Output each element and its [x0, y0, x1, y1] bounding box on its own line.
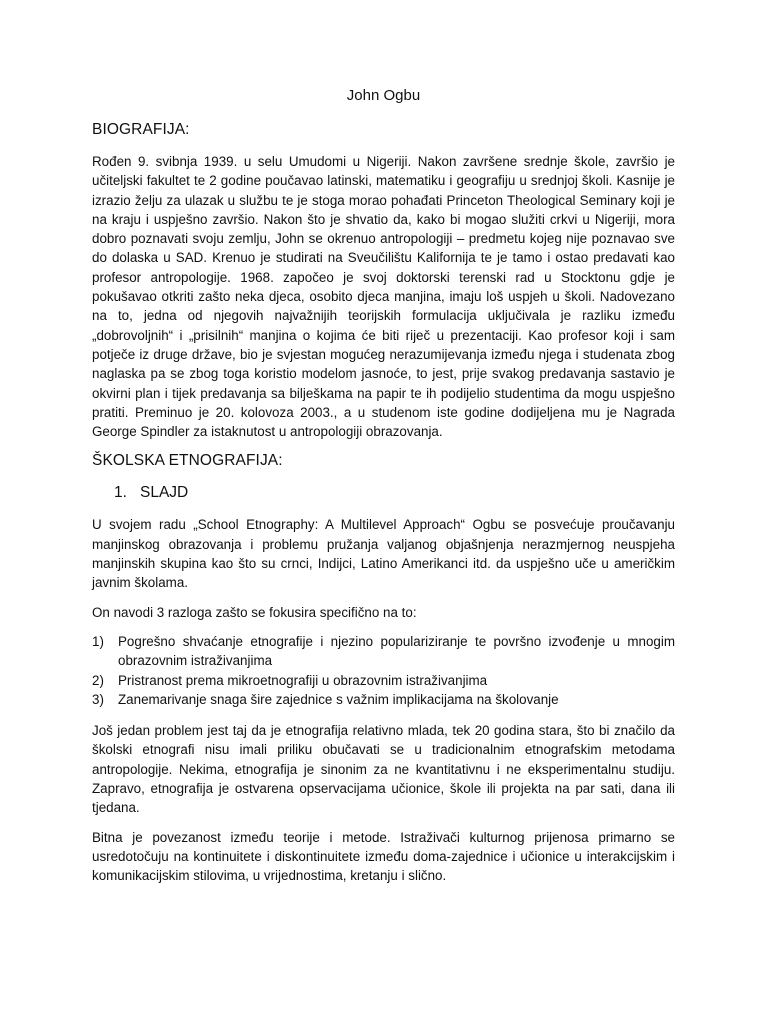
- list-item-number: 3): [92, 691, 104, 707]
- slide-heading: [92, 483, 675, 503]
- list-item: [92, 671, 675, 690]
- school-ethnography-heading: ŠKOLSKA ETNOGRAFIJA:: [92, 452, 283, 470]
- paragraph-2: On navodi 3 razloga zašto se fokusira specifično na to:: [92, 604, 417, 620]
- list-item-text: Pristranost prema mikroetnografiji u obrazovnim istraživanjima: [118, 672, 488, 688]
- paragraph-4: Bitna je povezanost između teorije i metode. Istraživači kulturnog prijenosa primarno se usredotočuju na kontinuitete i diskontinuitete između doma-zajednice i učionice u interakcijskim i komunikacijskim stilovima, u vrijednostima, kretanju i slično.: [92, 829, 675, 884]
- slide-number: 1.: [114, 484, 127, 502]
- list-item-text: Zanemarivanje snaga šire zajednice s važnim implikacijama na školovanje: [118, 691, 559, 707]
- list-item-text: Pogrešno shvaćanje etnografije i njezino populariziranje te površno izvođenje u mnogim obrazovnim istraživanjima: [118, 633, 675, 669]
- biography-heading: BIOGRAFIJA:: [92, 121, 190, 138]
- reasons-list: [92, 632, 675, 709]
- list-item-number: 1): [92, 633, 104, 649]
- slide-label: SLAJD: [140, 484, 189, 502]
- list-item: [92, 632, 675, 671]
- list-item-number: 2): [92, 672, 104, 688]
- document-page: [92, 86, 675, 896]
- biography-paragraph: Rođen 9. svibnja 1939. u selu Umudomi u Nigeriji. Nakon završene srednje škole, završio je učiteljski fakultet te 2 godine poučavao latinski, matematiku i geografiju u srednjoj školi. Kasnije je izrazio želju za ulazak u službu te je stoga morao pohađati Princeton Theological Seminary koji je na kraju i uspješno završio. Nakon što je shvatio da, kako bi mogao služiti crkvi u Nigeriji, mora dobro poznavati svoju zemlju, John se okrenuo antropologiji – predmetu kojeg nije poznavao sve do dolaska u SAD. Krenuo je studirati na Sveučilištu Kalifornija te je tamo i ostao predavati kao profesor antropologije. 1968. započeo je svoj doktorski terenski rad u Stocktonu gdje je pokušavao otkriti zašto neka djeca, osobito djeca manjina, imaju loš uspjeh u školi. Nadovezano na to, jedna od njegovih najvažnijih teorijskih formulacija uključivala je razliku između „dobrovoljnih“ i „prisilnih“ manjina o kojima će biti riječ u prezentaciji. Kao profesor koji i sam potječe iz druge države, bio je svjestan mogućeg nerazumijevanja između njega i studenata zbog naglaska pa se zbog toga koristio modelom jasnoće, to jest, prije svakog predavanja sastavio je okvirni plan i tijek predavanja sa bilješkama na papir te ih podijelio studentima da mogu uspješno pratiti. Preminuo je 20. kolovoza 2003., a u studenom iste godine dodijeljena mu je Nagrada George Spindler za istaknutost u antropologiji obrazovanja.: [92, 154, 675, 440]
- document-title: John Ogbu: [346, 87, 421, 104]
- paragraph-3: Još jedan problem jest taj da je etnografija relativno mlada, tek 20 godina stara, što bi značilo da školski etnografi nisu imali priliku obučavati se u tradicionalnim etnografskim metodama antropologije. Nekima, etnografija je sinonim za ne kvantitativnu i ne eksperimentalnu studiju. Zapravo, etnografija je ostvarena opservacijama učionice, škole ili projekta na par sati, dana ili tjedana.: [92, 723, 675, 816]
- list-item: [92, 690, 675, 709]
- paragraph-1: U svojem radu „School Etnography: A Multilevel Approach“ Ogbu se posvećuje proučavanju manjinskog obrazovanja i problemu pružanja valjanog objašnjenja nerazmjernog neuspjeha manjinskih skupina kao što su crnci, Indijci, Latino Amerikanci itd. da uspješno uče u američkim javnim školama.: [92, 517, 675, 591]
